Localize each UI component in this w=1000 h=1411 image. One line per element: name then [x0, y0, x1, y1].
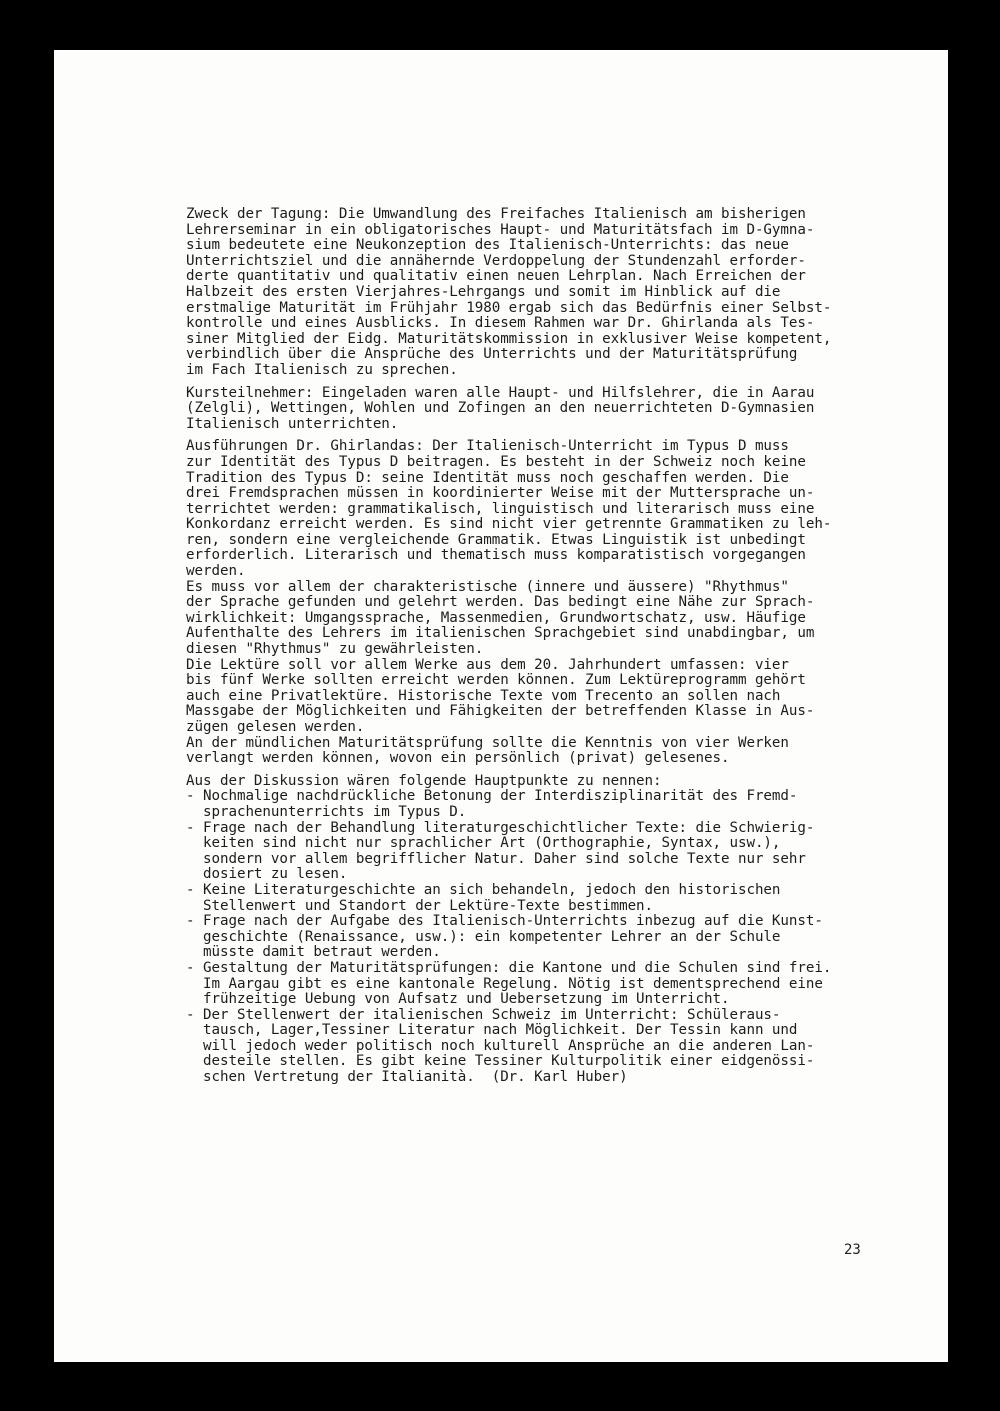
text-line: im Fach Italienisch zu sprechen. [186, 361, 458, 378]
text-line: verbindlich über die Ansprüche des Unterrichts und der Maturitätsprüfung [186, 346, 798, 363]
text-line: zügen gelesen werden. [186, 719, 365, 735]
text-line: erstmalige Maturität im Frühjahr 1980 ergab sich das Bedürfnis einer Selbst- [186, 299, 832, 316]
text-line: terrichtet werden: grammatikalisch, linguistisch und literarisch muss eine [186, 500, 815, 517]
text-line: (Zelgli), Wettingen, Wohlen und Zofingen an den neuerrichteten D-Gymnasien [186, 400, 815, 417]
list-item-line: - Frage nach der Aufgabe des Italienisch-Unterrichts inbezug auf die Kunst- [186, 913, 823, 930]
list-item-line: tausch, Lager,Tessiner Literatur nach Möglichkeit. Der Tessin kann und [186, 1022, 798, 1039]
text-line: kontrolle und eines Ausblicks. In diesem Rahmen war Dr. Ghirlanda als Tes- [186, 315, 815, 332]
text-line: auch eine Privatlektüre. Historische Texte vom Trecento an sollen nach [186, 687, 781, 704]
list-item-line: Im Aargau gibt es eine kantonale Regelung. Nötig ist dementsprechend eine [186, 975, 823, 992]
list-item-line: will jedoch weder politisch noch kulturell Ansprüche an die anderen Lan- [186, 1037, 815, 1054]
text-line: Massgabe der Möglichkeiten und Fähigkeiten der betreffenden Klasse in Aus- [186, 703, 815, 720]
list-item-line: desteile stellen. Es gibt keine Tessiner Kulturpolitik einer eidgenössi- [186, 1053, 815, 1070]
paragraph-zweck [186, 207, 926, 379]
text-line: Aus der Diskussion wären folgende Hauptpunkte zu nennen: [186, 772, 662, 789]
text-line: sium bedeutete eine Neukonzeption des Italienisch-Unterrichts: das neue [186, 237, 789, 254]
list-item-line: frühzeitige Uebung von Aufsatz und Uebersetzung im Unterricht. [186, 991, 730, 1008]
text-line: derte quantitativ und qualitativ einen neuen Lehrplan. Nach Erreichen der [186, 268, 806, 285]
list-item-line: müsste damit betraut werden. [186, 944, 441, 961]
text-line: zur Identität des Typus D beitragen. Es besteht in der Schweiz noch keine [186, 453, 806, 470]
list-item-line: sprachenunterrichts im Typus D. [186, 803, 467, 820]
text-line: Halbzeit des ersten Vierjahres-Lehrgangs und somit im Hinblick auf die [186, 283, 781, 300]
list-item-line: - Frage nach der Behandlung literaturgeschichtlicher Texte: die Schwierig- [186, 819, 815, 836]
list-item-line: - Keine Literaturgeschichte an sich behandeln, jedoch den historischen [186, 881, 781, 898]
paragraph-kursteilnehmer [186, 386, 926, 433]
text-line: der Sprache gefunden und gelehrt werden. Das bedingt eine Nähe zur Sprach- [186, 594, 815, 611]
text-line: Unterrichtsziel und die annähernde Verdoppelung der Stundenzahl erforder- [186, 252, 806, 269]
text-line: diesen "Rhythmus" zu gewährleisten. [186, 641, 484, 658]
list-item-line: - Gestaltung der Maturitätsprüfungen: die Kantone und die Schulen sind frei. [186, 959, 832, 976]
text-line: Italienisch unterrichten. [186, 415, 399, 432]
text-line: werden. [186, 563, 246, 580]
paragraph-ausfuehrungen [186, 439, 926, 766]
text-line: Es muss vor allem der charakteristische (innere und äussere) "Rhythmus" [186, 578, 789, 595]
text-line: Lehrerseminar in ein obligatorisches Haupt- und Maturitätsfach im D-Gymna- [186, 221, 815, 238]
text-line: erforderlich. Literarisch und thematisch muss komparatistisch vorgegangen [186, 547, 806, 564]
text-line: Konkordanz erreicht werden. Es sind nicht vier getrennte Grammatiken zu leh- [186, 516, 832, 533]
text-line: Kursteilnehmer: Eingeladen waren alle Haupt- und Hilfslehrer, die in Aarau [186, 384, 815, 401]
text-line: An der mündlichen Maturitätsprüfung sollte die Kenntnis von vier Werken [186, 734, 789, 751]
list-item-line: sondern vor allem begrifflicher Natur. Daher sind solche Texte nur sehr [186, 850, 806, 867]
text-line: verlangt werden können, wovon ein persönlich (privat) gelesenes. [186, 750, 730, 767]
page-number: 23 [844, 1242, 861, 1258]
text-line: bis fünf Werke sollten erreicht werden können. Zum Lektüreprogramm gehört [186, 672, 806, 689]
document-page [54, 50, 948, 1362]
list-item-line: keiten sind nicht nur sprachlicher Art (Orthographie, Syntax, usw.), [186, 835, 781, 852]
text-line: siner Mitglied der Eidg. Maturitätskommission in exklusiver Weise kompetent, [186, 330, 832, 347]
text-line: wirklichkeit: Umgangssprache, Massenmedien, Grundwortschatz, usw. Häufige [186, 609, 806, 626]
text-line: Ausführungen Dr. Ghirlandas: Der Italienisch-Unterricht im Typus D muss [186, 438, 789, 455]
text-line: Aufenthalte des Lehrers im italienischen Sprachgebiet sind unabdingbar, um [186, 625, 815, 642]
text-line: Tradition des Typus D: seine Identität muss noch geschaffen werden. Die [186, 469, 789, 486]
paragraph-diskussion [186, 774, 926, 1086]
list-item-line: geschichte (Renaissance, usw.): ein kompetenter Lehrer an der Schule [186, 928, 781, 945]
list-item-line: - Nochmalige nachdrückliche Betonung der Interdisziplinarität des Fremd- [186, 788, 798, 805]
list-item-line: - Der Stellenwert der italienischen Schweiz im Unterricht: Schüleraus- [186, 1006, 781, 1023]
list-item-line: Stellenwert und Standort der Lektüre-Texte bestimmen. [186, 897, 654, 914]
text-line: Die Lektüre soll vor allem Werke aus dem 20. Jahrhundert umfassen: vier [186, 656, 789, 673]
list-item-line: dosiert zu lesen. [186, 866, 348, 883]
body-text [186, 207, 926, 1093]
list-item-line: schen Vertretung der Italianità. (Dr. Karl Huber) [186, 1069, 628, 1086]
text-line: drei Fremdsprachen müssen in koordinierter Weise mit der Muttersprache un- [186, 485, 815, 502]
text-line: ren, sondern eine vergleichende Grammatik. Etwas Linguistik ist unbedingt [186, 531, 806, 548]
text-line: Zweck der Tagung: Die Umwandlung des Freifaches Italienisch am bisherigen [186, 206, 806, 222]
